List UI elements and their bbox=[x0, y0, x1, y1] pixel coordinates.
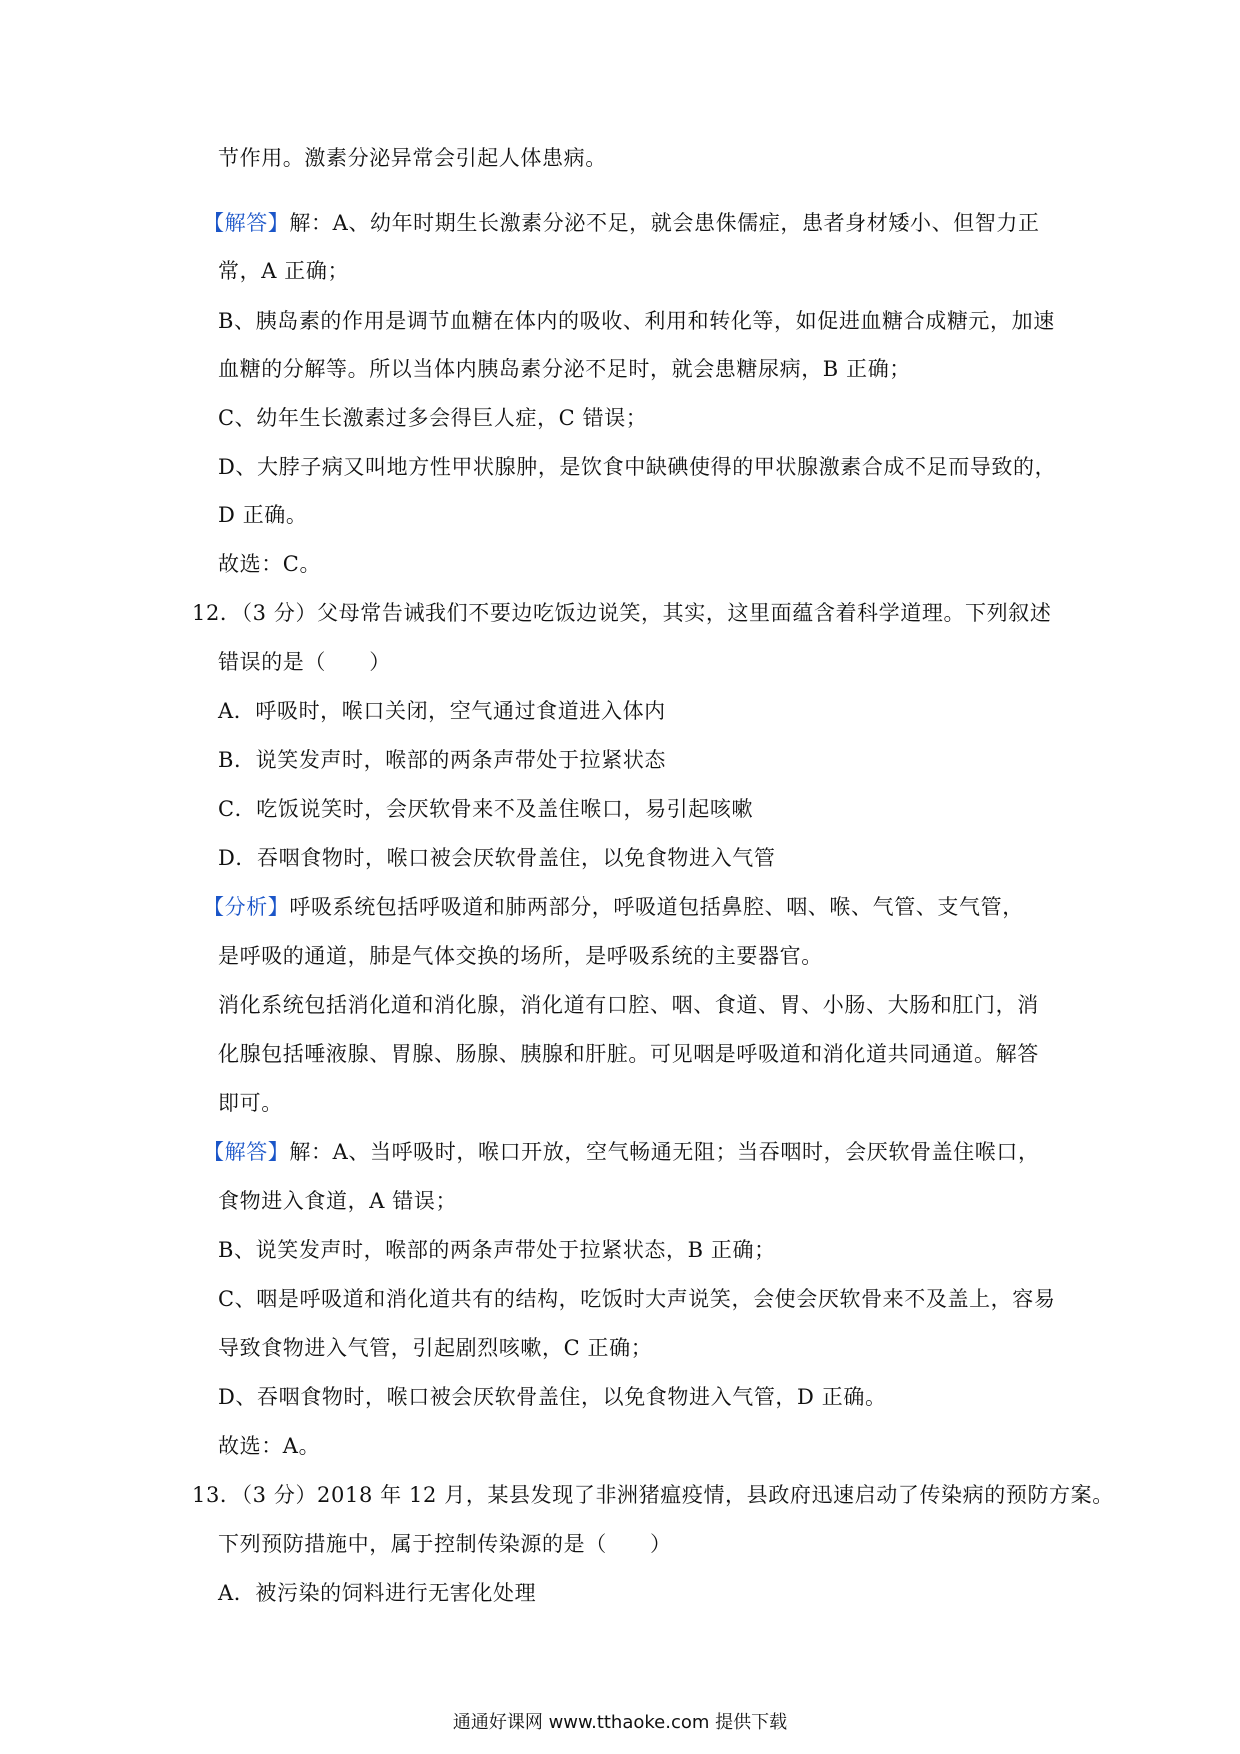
q12-answer-d: D、吞咽食物时，喉口被会厌软骨盖住，以免食物进入气管，D 正确。 bbox=[218, 1385, 887, 1409]
q12-analysis-line2: 是呼吸的通道，肺是气体交换的场所，是呼吸系统的主要器官。 bbox=[218, 944, 823, 968]
q12-choice: 故选：A。 bbox=[218, 1434, 321, 1458]
q12-option-d: D．吞咽食物时，喉口被会厌软骨盖住，以免食物进入气管 bbox=[218, 846, 776, 870]
q13-stem-line1: 13．（3 分）2018 年 12 月，某县发现了非洲猪瘟疫情，县政府迅速启动了传染病的预防方案。 bbox=[192, 1483, 1114, 1507]
q12-analysis-line3: 消化系统包括消化道和消化腺，消化道有口腔、咽、食道、胃、小肠、大肠和肛门，消 bbox=[218, 993, 1039, 1017]
q11-answer-b-line1: B、胰岛素的作用是调节血糖在体内的吸收、利用和转化等，如促进血糖合成糖元，加速 bbox=[218, 309, 1055, 333]
q11-answer bbox=[203, 208, 1040, 238]
q11-answer-d-line2: D 正确。 bbox=[218, 503, 308, 527]
q12-answer-c-line2: 导致食物进入气管，引起剧烈咳嗽，C 正确； bbox=[218, 1336, 653, 1360]
q12-stem-line1: 12．（3 分）父母常告诫我们不要边吃饭边说笑，其实，这里面蕴含着科学道理。下列叙述 bbox=[192, 601, 1052, 625]
q11-answer-c: C、幼年生长激素过多会得巨人症，C 错误； bbox=[218, 406, 648, 430]
q11-answer-d-line1: D、大脖子病又叫地方性甲状腺肿，是饮食中缺碘使得的甲状腺激素合成不足而导致的， bbox=[218, 455, 1057, 479]
analysis-tag: 【分析】 bbox=[203, 895, 290, 919]
q12-answer-c-line1: C、咽是呼吸道和消化道共有的结构，吃饭时大声说笑，会使会厌软骨来不及盖上，容易 bbox=[218, 1287, 1056, 1311]
q11-choice: 故选：C。 bbox=[218, 552, 322, 576]
q11-answer-b-line2: 血糖的分解等。所以当体内胰岛素分泌不足时，就会患糖尿病，B 正确； bbox=[218, 357, 911, 381]
q12-answer-line2: 食物进入食道，A 错误； bbox=[218, 1189, 458, 1213]
q12-option-c: C．吃饭说笑时，会厌软骨来不及盖住喉口，易引起咳嗽 bbox=[218, 797, 754, 821]
answer-tag: 【解答】 bbox=[203, 211, 290, 235]
q12-analysis-line4: 化腺包括唾液腺、胃腺、肠腺、胰腺和肝脏。可见咽是呼吸道和消化道共同通道。解答 bbox=[218, 1042, 1039, 1066]
q12-analysis bbox=[203, 892, 1024, 922]
q12-answer-b: B、说笑发声时，喉部的两条声带处于拉紧状态，B 正确； bbox=[218, 1238, 776, 1262]
answer-text: 解：A、幼年时期生长激素分泌不足，就会患侏儒症，患者身材矮小、但智力正 bbox=[289, 211, 1040, 235]
q13-stem-line2: 下列预防措施中，属于控制传染源的是（ ） bbox=[218, 1532, 672, 1556]
q12-option-b: B．说笑发声时，喉部的两条声带处于拉紧状态 bbox=[218, 748, 667, 772]
answer-tag: 【解答】 bbox=[203, 1140, 290, 1164]
q12-analysis-line5: 即可。 bbox=[218, 1091, 283, 1115]
q11-answer-line2: 常，A 正确； bbox=[218, 259, 350, 283]
q12-stem-line2: 错误的是（ ） bbox=[218, 650, 391, 674]
q11-analysis-end: 节作用。激素分泌异常会引起人体患病。 bbox=[218, 146, 607, 170]
q12-option-a: A．呼吸时，喉口关闭，空气通过食道进入体内 bbox=[218, 699, 666, 723]
analysis-text: 呼吸系统包括呼吸道和肺两部分，呼吸道包括鼻腔、咽、喉、气管、支气管， bbox=[289, 895, 1024, 919]
answer-text: 解：A、当呼吸时，喉口开放，空气畅通无阻；当吞咽时，会厌软骨盖住喉口， bbox=[289, 1140, 1040, 1164]
q13-option-a: A．被污染的饲料进行无害化处理 bbox=[218, 1581, 537, 1605]
q12-answer bbox=[203, 1137, 1040, 1167]
page-footer: 通通好课网 www.tthaoke.com 提供下载 bbox=[452, 1712, 788, 1733]
